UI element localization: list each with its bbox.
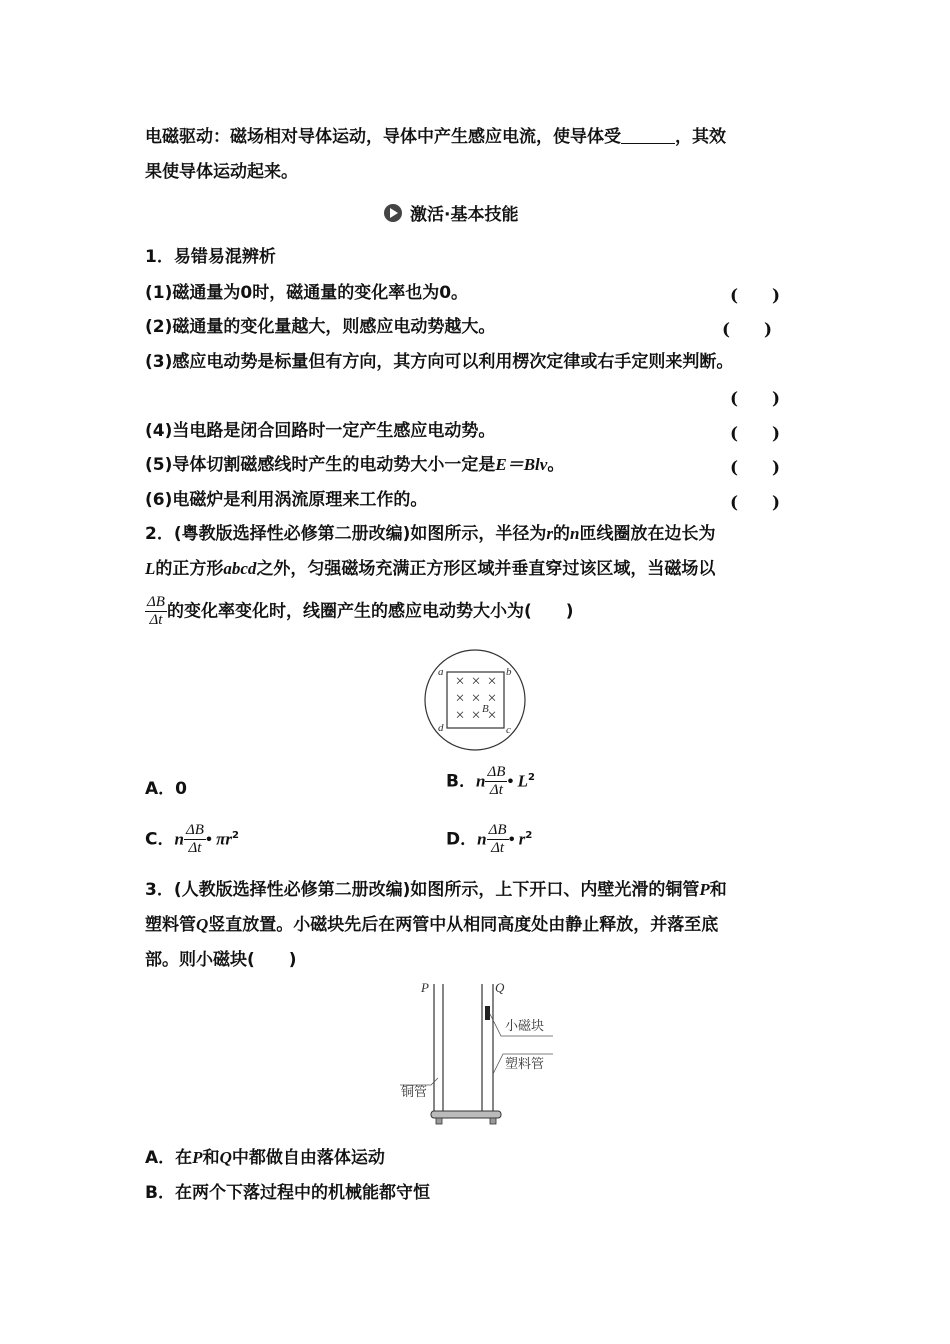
field-cross: × xyxy=(471,707,481,724)
field-cross: × xyxy=(471,690,481,707)
magnet-block xyxy=(485,1006,490,1020)
intro-line-1: 电磁驱动：磁场相对导体运动，导体中产生感应电流，使导体受 ，其效 xyxy=(145,127,726,147)
q1-item-3: (3)感应电动势是标量但有方向，其方向可以利用楞次定律或右手定则来判断。 xyxy=(145,352,734,372)
field-cross: × xyxy=(487,673,497,690)
label-B: B xyxy=(482,703,489,715)
q2-option-a[interactable]: A．0 xyxy=(145,779,187,799)
q2-option-d[interactable]: D．n $\frac{\Delta B}{\Delta t}$ • $r^2$ xyxy=(446,822,533,856)
q1-item-4: (4)当电路是闭合回路时一定产生感应电动势。 xyxy=(145,421,496,441)
intro-term: 电磁驱动 xyxy=(145,127,213,147)
field-cross: × xyxy=(487,690,497,707)
answer-paren-1[interactable]: ( ) xyxy=(730,286,781,306)
field-cross: × xyxy=(471,673,481,690)
field-cross: × xyxy=(455,707,465,724)
field-cross: × xyxy=(455,673,465,690)
q3-option-a[interactable]: A．在P和Q中都做自由落体运动 xyxy=(145,1148,385,1168)
q2-source: (粤教版选择性必修第二册改编) xyxy=(173,524,411,544)
intro-line-2: 果使导体运动起来。 xyxy=(145,162,298,182)
q1-item-1: (1)磁通量为0时，磁通量的变化率也为0。 xyxy=(145,283,469,303)
q2-line-2: L的正方形abcd之外，匀强磁场充满正方形区域并垂直穿过该区域，当磁场以 xyxy=(145,559,716,579)
answer-paren-4[interactable]: ( ) xyxy=(730,424,781,444)
answer-paren-2[interactable]: ( ) xyxy=(722,320,773,340)
answer-paren-3[interactable]: ( ) xyxy=(730,389,781,409)
field-cross: × xyxy=(487,707,497,724)
q3-source: (人教版选择性必修第二册改编) xyxy=(173,880,411,900)
label-Q: Q xyxy=(495,980,505,995)
label-b: b xyxy=(506,666,512,678)
answer-blank[interactable] xyxy=(621,125,675,144)
answer-paren-6[interactable]: ( ) xyxy=(730,493,781,513)
q2-line-1: 2．(粤教版选择性必修第二册改编)如图所示，半径为r的n匝线圈放在边长为 xyxy=(145,524,716,544)
q2-option-b[interactable]: B．n $\frac{\Delta B}{\Delta t}$ • $L^2$ xyxy=(446,764,535,798)
q1-title: 1．易错易混辨析 xyxy=(145,247,276,267)
label-copper-tube: 铜管 xyxy=(401,1085,428,1100)
label-plastic-tube: 塑料管 xyxy=(505,1057,545,1072)
play-icon xyxy=(382,202,404,224)
tubes-figure xyxy=(395,978,555,1130)
label-P: P xyxy=(421,980,429,995)
label-a: a xyxy=(438,666,444,678)
q3-option-b[interactable]: B．在两个下落过程中的机械能都守恒 xyxy=(145,1183,430,1203)
section-heading: 激活·基本技能 xyxy=(382,200,518,225)
q1-item-2: (2)磁通量的变化量越大，则感应电动势越大。 xyxy=(145,317,496,337)
label-d: d xyxy=(438,722,444,734)
delta-b-over-delta-t: $\frac{\Delta B}{\Delta t}$ xyxy=(147,594,165,628)
field-cross: × xyxy=(455,690,465,707)
q3-line-1: 3．(人教版选择性必修第二册改编)如图所示，上下开口、内壁光滑的铜管P和 xyxy=(145,880,727,900)
q1-item-6: (6)电磁炉是利用涡流原理来工作的。 xyxy=(145,490,428,510)
q1-item-5: (5)导体切割磁感线时产生的电动势大小一定是E＝Blv。 xyxy=(145,455,565,475)
q2-option-c[interactable]: C．n $\frac{\Delta B}{\Delta t}$ • $\pi r^2$ xyxy=(145,822,239,856)
q2-line-3: $\frac{\Delta B}{\Delta t}$ 的变化率变化时，线圈产生的感应电动势大小为( ) xyxy=(147,594,574,628)
q3-line-3: 部。则小磁块( ) xyxy=(145,950,297,970)
label-c: c xyxy=(506,724,511,736)
q3-line-2: 塑料管Q竖直放置。小磁块先后在两管中从相同高度处由静止释放，并落至底 xyxy=(145,915,719,935)
answer-paren-5[interactable]: ( ) xyxy=(730,458,781,478)
coil-square-figure xyxy=(422,648,528,754)
formula-emf: E＝Blv xyxy=(495,455,548,474)
label-magnet: 小磁块 xyxy=(505,1019,545,1034)
